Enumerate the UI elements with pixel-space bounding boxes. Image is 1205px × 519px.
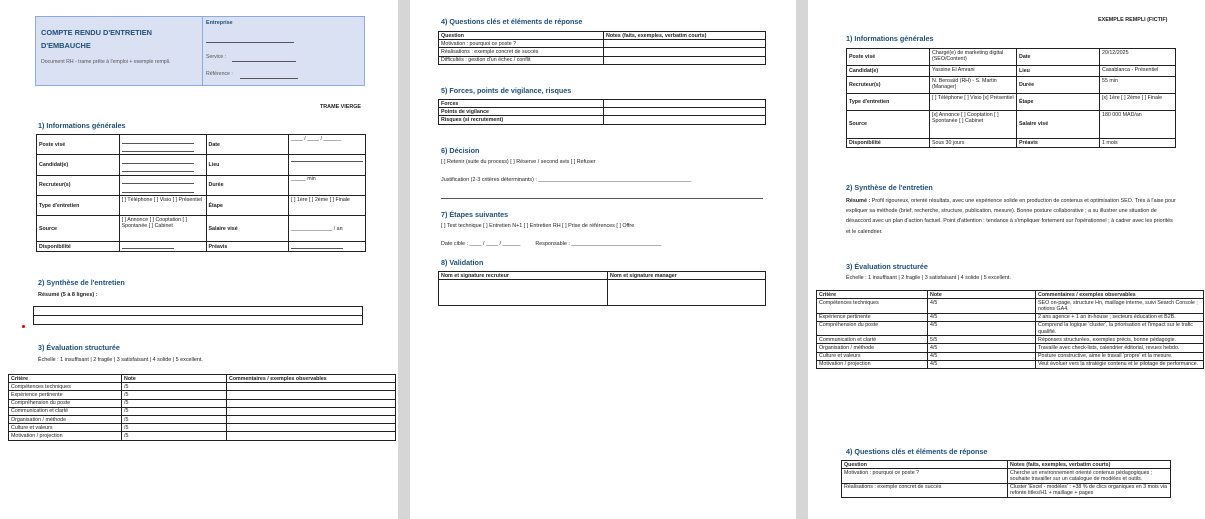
document-header-box xyxy=(35,16,365,86)
table-row xyxy=(439,116,766,124)
decision-options[interactable]: [ ] Retenir (suite du process) [ ] Réserve / second avis [ ] Refuser xyxy=(441,159,596,165)
score-cell: 4/5 xyxy=(928,321,1036,335)
header-divider xyxy=(202,17,203,85)
score-cell[interactable]: /5 xyxy=(122,383,227,391)
p3-section3-title: 3) Évaluation structurée xyxy=(846,262,928,271)
score-cell: 5/5 xyxy=(928,336,1036,344)
table-row xyxy=(847,77,1176,94)
reference-label: Référence : xyxy=(206,71,233,77)
date-field[interactable]: ____ / ____ / ______ xyxy=(289,135,366,155)
table-row xyxy=(439,40,766,48)
table-row xyxy=(9,399,396,407)
info-label: Source xyxy=(847,111,930,139)
source-options[interactable]: [ ] Annonce [ ] Cooptation [ ] Spontanée [ ] Cabinet xyxy=(119,216,206,242)
score-cell[interactable]: /5 xyxy=(122,407,227,415)
comment-cell[interactable] xyxy=(227,416,396,424)
score-cell[interactable]: /5 xyxy=(122,432,227,440)
table-row xyxy=(847,49,1176,66)
question-cell: Difficultés : gestion d'un échec / conflit xyxy=(439,56,604,64)
criterion-cell: Expérience pertinente xyxy=(817,313,928,321)
document-title: COMPTE RENDU D'ENTRETIEN D'EMBAUCHE xyxy=(41,28,152,50)
label-date: Date xyxy=(206,135,289,155)
info-label: Candidat(e) xyxy=(847,66,930,77)
comment-cell: 2 ans agence + 1 an in-house ; secteurs éducation et B2B. xyxy=(1036,313,1204,321)
table-row xyxy=(817,321,1204,335)
info-label: Salaire visé xyxy=(1017,111,1100,139)
info-value: N. Bensaïd (RH) - S. Martin (Manager) xyxy=(930,77,1017,94)
criterion-cell: Compétences techniques xyxy=(817,299,928,313)
section3-title: 3) Évaluation structurée xyxy=(38,343,120,352)
info-value: Chargé(e) de marketing digital (SEO/Content) xyxy=(930,49,1017,66)
criterion-cell: Compréhension du poste xyxy=(817,321,928,335)
col-note: Note xyxy=(122,375,227,383)
info-label: Recruteur(s) xyxy=(847,77,930,94)
resume-box[interactable] xyxy=(33,306,363,325)
col-notes: Notes (faits, exemples, verbatim courts) xyxy=(604,32,766,40)
info-value: [ ] Téléphone [ ] Visio [x] Présentiel xyxy=(930,94,1017,111)
table-row xyxy=(9,416,396,424)
criterion-cell: Motivation / projection xyxy=(9,432,122,440)
question-cell: Motivation : pourquoi ce poste ? xyxy=(439,40,604,48)
col-manager-signature: Nom et signature manager xyxy=(608,272,766,280)
comment-cell: Réponses structurées, exemples précis, bonne pédagogie. xyxy=(1036,336,1204,344)
table-row xyxy=(9,407,396,415)
label-source: Source xyxy=(37,216,120,242)
criterion-cell: Expérience pertinente xyxy=(9,391,122,399)
table-row xyxy=(817,299,1204,313)
p3-resume xyxy=(846,196,1176,237)
comment-cell: Posture constructive, aime le travail 'propre' et la mesure. xyxy=(1036,352,1204,360)
comment-cell: SEO on-page, structure Hn, maillage interne, suivi Search Console ; notions GA4. xyxy=(1036,299,1204,313)
criterion-cell: Culture et valeurs xyxy=(9,424,122,432)
criterion-cell: Motivation / projection xyxy=(817,360,928,368)
p2-section7-title: 7) Étapes suivantes xyxy=(441,210,509,219)
info-label: Type d'entretien xyxy=(847,94,930,111)
entreprise-field[interactable] xyxy=(206,37,294,43)
criterion-cell: Culture et valeurs xyxy=(817,352,928,360)
table-row xyxy=(847,139,1176,148)
comment-cell[interactable] xyxy=(227,383,396,391)
p3-evaluation-table xyxy=(816,290,1204,369)
questions-table xyxy=(438,31,766,65)
table-row xyxy=(817,360,1204,368)
table-row xyxy=(439,100,766,108)
score-cell[interactable]: /5 xyxy=(122,424,227,432)
label-etape: Étape xyxy=(206,196,289,216)
page-blank-template xyxy=(0,0,398,519)
target-date-field[interactable]: Date cible : ____ / ____ / ______ Responsable : ______________________________ xyxy=(441,241,662,247)
table-row xyxy=(439,48,766,56)
forces-label-cell: Forces xyxy=(439,100,604,108)
table-row xyxy=(9,391,396,399)
p2-section6-title: 6) Décision xyxy=(441,146,480,155)
info-label: Disponibilité xyxy=(847,139,930,148)
p3-resume-label: Résumé : xyxy=(846,198,871,204)
col-critere: Critère xyxy=(9,375,122,383)
criterion-cell: Communication et clarté xyxy=(817,336,928,344)
comment-cell[interactable] xyxy=(227,407,396,415)
entreprise-label: Entreprise xyxy=(206,20,233,26)
score-cell: 4/5 xyxy=(928,344,1036,352)
validation-table xyxy=(438,271,766,306)
forces-label-cell: Points de vigilance xyxy=(439,108,604,116)
label-lieu: Lieu xyxy=(206,155,289,175)
question-cell: Réalisations : exemple concret de succès xyxy=(842,483,1008,497)
info-value: 55 min xyxy=(1100,77,1176,94)
notes-cell: Cherche un environnement orienté contenus pédagogiques ; souhaite travailler sur un catalogue de modèles et outils. xyxy=(1008,469,1171,483)
duree-field[interactable]: _____ min xyxy=(289,175,366,195)
scale-text: Échelle : 1 insuffisant | 2 fragile | 3 satisfaisant | 4 solide | 5 excellent. xyxy=(38,357,203,363)
justification-line[interactable] xyxy=(441,198,763,199)
blank-template-badge: TRAME VIERGE xyxy=(320,104,362,110)
type-options[interactable]: [ ] Téléphone [ ] Visio [ ] Présentiel xyxy=(119,196,206,216)
score-cell[interactable]: /5 xyxy=(122,416,227,424)
table-row xyxy=(817,336,1204,344)
notes-cell[interactable] xyxy=(604,48,766,56)
comment-cell: Travaille avec check-lists, calendrier éditorial, revues hebdo. xyxy=(1036,344,1204,352)
comment-cell: Veut évoluer vers la stratégie contenu et le pilotage de performance. xyxy=(1036,360,1204,368)
info-value: Sous 30 jours xyxy=(930,139,1017,148)
forces-table xyxy=(438,99,766,125)
info-value: 180 000 MAD/an xyxy=(1100,111,1176,139)
label-disponibilite: Disponibilité xyxy=(37,242,120,252)
question-cell: Réalisations : exemple concret de succès xyxy=(439,48,604,56)
info-label: Étape xyxy=(1017,94,1100,111)
table-row xyxy=(9,424,396,432)
candidat-field[interactable] xyxy=(119,155,206,175)
justification-field[interactable]: Justification (2-3 critères déterminants) : ___________________________________________________ xyxy=(441,177,692,183)
p3-col-notes: Notes (faits, exemples, verbatim courts) xyxy=(1008,461,1171,469)
service-label: Service : xyxy=(206,54,227,60)
label-recruteur: Recruteur(s) xyxy=(37,175,120,195)
p3-general-info-table xyxy=(846,48,1176,148)
salaire-field[interactable]: ______________ / an xyxy=(289,216,366,242)
label-type: Type d'entretien xyxy=(37,196,120,216)
table-row xyxy=(817,344,1204,352)
label-preavis: Préavis xyxy=(206,242,289,252)
general-info-table xyxy=(36,134,366,252)
p2-section4-title: 4) Questions clés et éléments de réponse xyxy=(441,17,583,26)
col-recruteur-signature: Nom et signature recruteur xyxy=(439,272,608,280)
p2-section8-title: 8) Validation xyxy=(441,258,484,267)
comment-cell[interactable] xyxy=(227,399,396,407)
criterion-cell: Compétences techniques xyxy=(9,383,122,391)
table-row xyxy=(439,56,766,64)
p3-questions-table xyxy=(841,460,1171,498)
info-value: Yassine El Amrani xyxy=(930,66,1017,77)
info-value: [x] 1ère [ ] 2ème [ ] Finale xyxy=(1100,94,1176,111)
forces-notes-cell[interactable] xyxy=(604,100,766,108)
col-commentaires: Commentaires / exemples observables xyxy=(227,375,396,383)
comment-cell[interactable] xyxy=(227,424,396,432)
question-cell: Motivation : pourquoi ce poste ? xyxy=(842,469,1008,483)
score-cell: 4/5 xyxy=(928,313,1036,321)
info-label: Date xyxy=(1017,49,1100,66)
recruteur-field[interactable] xyxy=(119,175,206,195)
table-row xyxy=(439,108,766,116)
red-bullet xyxy=(22,325,25,328)
preavis-field[interactable] xyxy=(289,242,366,252)
p3-col-question: Question xyxy=(842,461,1008,469)
poste-field[interactable] xyxy=(119,135,206,155)
criterion-cell: Organisation / méthode xyxy=(817,344,928,352)
table-row xyxy=(842,483,1171,497)
forces-notes-cell[interactable] xyxy=(604,116,766,124)
table-row xyxy=(842,469,1171,483)
document-subtitle: Document RH - trame prête à l'emploi + exemple rempli. xyxy=(41,59,171,65)
p3-col-note: Note xyxy=(928,291,1036,299)
label-candidat: Candidat(e) xyxy=(37,155,120,175)
p3-col-commentaires: Commentaires / exemples observables xyxy=(1036,291,1204,299)
info-value: Casablanca - Présentiel xyxy=(1100,66,1176,77)
page-blank-template-continued xyxy=(410,0,796,519)
lieu-field[interactable] xyxy=(289,155,366,175)
p3-section1-title: 1) Informations générales xyxy=(846,34,934,43)
info-value: 1 mois xyxy=(1100,139,1176,148)
etape-options[interactable]: [ ] 1ère [ ] 2ème [ ] Finale xyxy=(289,196,366,216)
p3-resume-text: Profil rigoureux, orienté résultats, avec une expérience solide en production de contenus et optimisation SEO. Très à l'aise pour expliquer sa méthode (brief, recherche, structure, publication, mesure). Bonne posture collaborative ; a su illustrer une situation de désaccord avec un plan d'action factuel. Point d'attention : tendance à s'impliquer fortement sur l'opérationnel ; à cadrer avec les priorités et le calendrier. xyxy=(846,198,1176,235)
table-row xyxy=(847,94,1176,111)
label-salaire: Salaire visé xyxy=(206,216,289,242)
comment-cell[interactable] xyxy=(227,391,396,399)
notes-cell: Cluster 'Excel - modèles' : +38 % de clics organiques en 3 mois via refonte titles/H1 + maillage + pages xyxy=(1008,483,1171,497)
p3-col-critere: Critère xyxy=(817,291,928,299)
p3-section4-title: 4) Questions clés et éléments de réponse xyxy=(846,447,988,456)
criterion-cell: Communication et clarté xyxy=(9,407,122,415)
col-question: Question xyxy=(439,32,604,40)
p2-section5-title: 5) Forces, points de vigilance, risques xyxy=(441,86,572,95)
example-badge: EXEMPLE REMPLI (FICTIF) xyxy=(1098,17,1168,23)
label-duree: Durée xyxy=(206,175,289,195)
label-poste: Poste visé xyxy=(37,135,120,155)
forces-notes-cell[interactable] xyxy=(604,108,766,116)
criterion-cell: Compréhension du poste xyxy=(9,399,122,407)
section2-title: 2) Synthèse de l'entretien xyxy=(38,278,125,287)
disponibilite-field[interactable] xyxy=(119,242,206,252)
comment-cell: Comprend la logique 'cluster', la priorisation et l'impact sur le trafic qualifié. xyxy=(1036,321,1204,335)
table-row xyxy=(817,352,1204,360)
table-row xyxy=(847,111,1176,139)
info-value: [x] Annonce [ ] Cooptation [ ] Spontanée [ ] Cabinet xyxy=(930,111,1017,139)
next-steps-options[interactable]: [ ] Test technique [ ] Entretien N+1 [ ] Entretien RH [ ] Prise de références [ ] Offre xyxy=(441,223,635,229)
resume-label: Résumé (5 à 8 lignes) : xyxy=(38,292,98,298)
table-row xyxy=(847,66,1176,77)
table-row xyxy=(9,383,396,391)
reference-field[interactable] xyxy=(240,73,298,79)
score-cell: 4/5 xyxy=(928,360,1036,368)
criterion-cell: Organisation / méthode xyxy=(9,416,122,424)
notes-cell[interactable] xyxy=(604,40,766,48)
manager-signature-field[interactable] xyxy=(608,280,766,306)
info-label: Durée xyxy=(1017,77,1100,94)
info-label: Poste visé xyxy=(847,49,930,66)
table-row xyxy=(9,432,396,440)
section1-title: 1) Informations générales xyxy=(38,121,126,130)
score-cell: 4/5 xyxy=(928,352,1036,360)
p3-section2-title: 2) Synthèse de l'entretien xyxy=(846,183,933,192)
evaluation-table xyxy=(8,374,396,441)
info-label: Préavis xyxy=(1017,139,1100,148)
service-field[interactable] xyxy=(232,56,296,62)
comment-cell[interactable] xyxy=(227,432,396,440)
score-cell: 4/5 xyxy=(928,299,1036,313)
notes-cell[interactable] xyxy=(604,56,766,64)
p3-scale-text: Échelle : 1 insuffisant | 2 fragile | 3 satisfaisant | 4 solide | 5 excellent. xyxy=(846,275,1011,281)
table-row xyxy=(817,313,1204,321)
forces-label-cell: Risques (si recrutement) xyxy=(439,116,604,124)
page-filled-example xyxy=(808,0,1205,519)
score-cell[interactable]: /5 xyxy=(122,391,227,399)
recruteur-signature-field[interactable] xyxy=(439,280,608,306)
info-value: 20/12/2025 xyxy=(1100,49,1176,66)
info-label: Lieu xyxy=(1017,66,1100,77)
score-cell[interactable]: /5 xyxy=(122,399,227,407)
